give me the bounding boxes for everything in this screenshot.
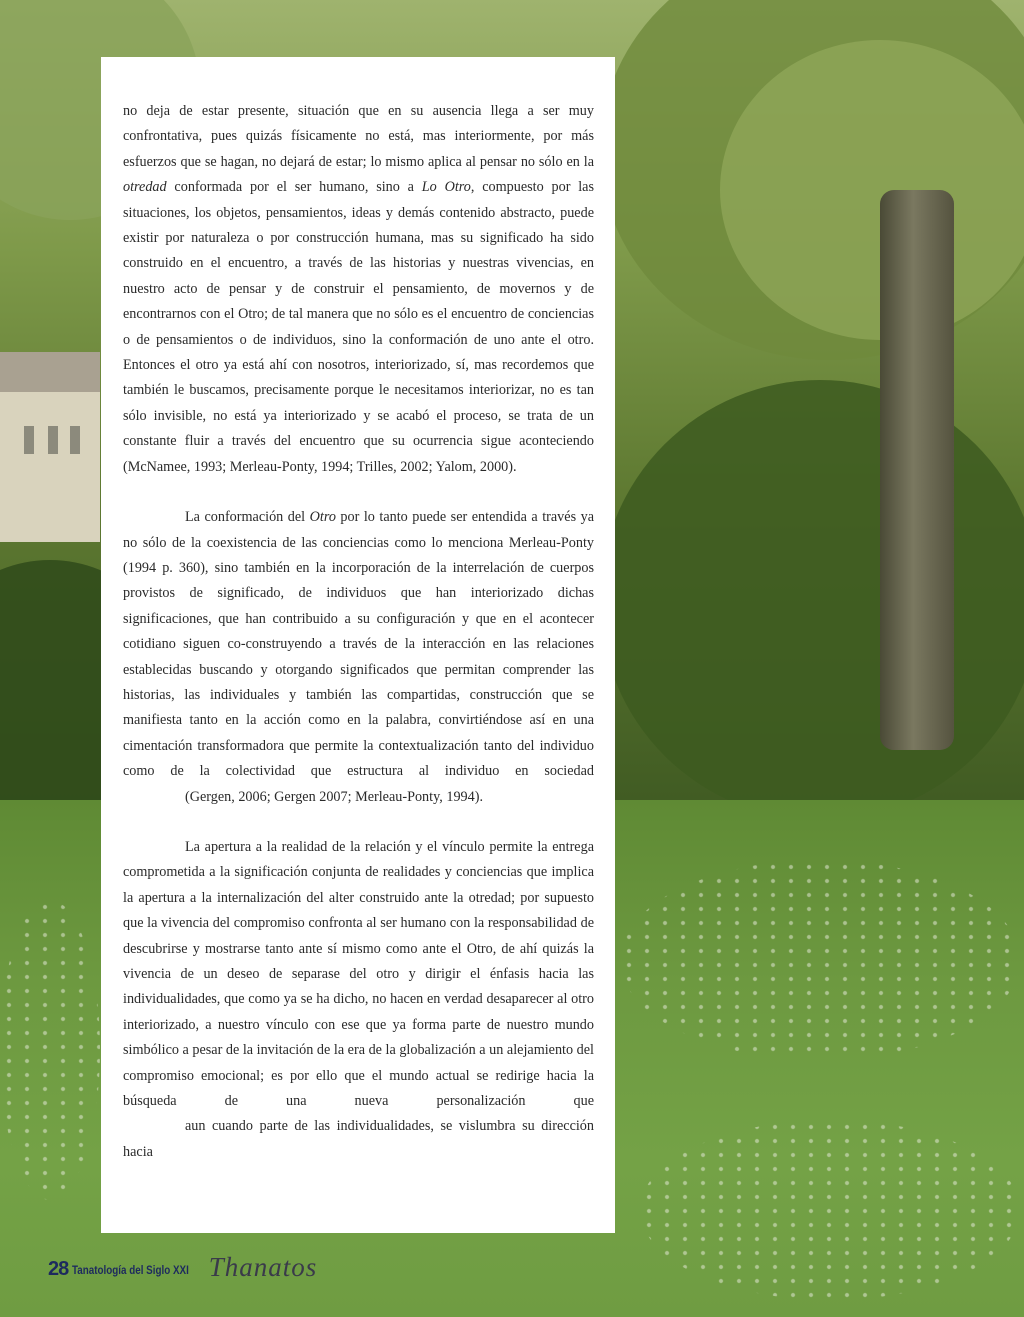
page-number: 28 bbox=[48, 1258, 69, 1280]
lawn-flowers bbox=[0, 900, 100, 1200]
paragraph: no deja de estar presente, situación que en su ausencia llega a ser muy confrontativa, pues quizás físicamente no está, mas interiormente, por más esfuerzos que se hagan, no dejará de estar; lo mismo aplica al pensar no sólo en la otredad conformada por el ser humano, sino a Lo Otro, compuesto por las situaciones, los objetos, pensamientos, ideas y demás contenido abstracto, puede existir por naturaleza o por construcción humana, mas su significado ha sido construido en el encuentro, a través de las historias y nuestras vivencias, en nuestro acto de pensar y de construir el pensamiento, de movernos y de encontrarnos con el Otro; de tal manera que no sólo es el encuentro de conciencias o de pensamientos o de individuos, sino la conformación de uno ante el otro. Entonces el otro ya está ahí con nosotros, interiorizado, sí, mas recordemos que también le buscamos, precisamente porque le necesitamos interiorizar, no es tan sólo invisible, no está ya interiorizado y se acabó el proceso, se trata de un constante fluir a través del encuentro que su ocurrencia sigue aconteciendo (McNamee, 1993; Merleau-Ponty, 1994; Trilles, 2002; Yalom, 2000). bbox=[123, 99, 594, 480]
house bbox=[0, 392, 100, 542]
page-footer bbox=[48, 1251, 317, 1281]
tree-trunk bbox=[880, 190, 954, 750]
lawn-flowers bbox=[620, 860, 1020, 1060]
paragraph: La apertura a la realidad de la relación y el vínculo permite la entrega comprometida a la significación conjunta de realidades y conciencias que implica la apertura a la internalización del alter construido ante la otredad; por supuesto que la vivencia del compromiso confronta al ser humano con la responsabilidad de descubrirse y mostrarse tanto ante sí mismo como ante el Otro, de ahí quizás la vivencia de un deseo de separase del otro y dirigir el énfasis hacia las individualidades, que como ya se ha dicho, no hacen en verdad desaparecer al otro interiorizado, a nuestro vínculo con ese que ya forma parte de nuestro mundo simbólico a pesar de la invitación de la era de la globalización a un alejamiento del compromiso emocional; es por ello que el mundo actual se redirige hacia la búsqueda de una nueva personalización que aun cuando parte de las individualidades, se vislumbra su dirección hacia bbox=[123, 835, 594, 1165]
magazine-title: Tanatología del Siglo XXI bbox=[72, 1263, 190, 1277]
thanatos-logo: Thanatos bbox=[208, 1252, 318, 1282]
foliage bbox=[720, 40, 1024, 340]
house-roof bbox=[0, 352, 100, 392]
paragraph-last-line: aun cuando parte de las individualidades, se vislumbra su dirección hacia bbox=[123, 1118, 594, 1160]
paragraph-last-line: (McNamee, 1993; Merleau-Ponty, 1994; Trilles, 2002; Yalom, 2000). bbox=[123, 458, 517, 475]
article-body bbox=[123, 99, 594, 1165]
paragraph-last-line: (Gergen, 2006; Gergen 2007; Merleau-Ponty, 1994). bbox=[185, 788, 484, 805]
lawn-flowers bbox=[640, 1120, 1020, 1300]
text-panel bbox=[101, 57, 615, 1233]
paragraph: La conformación del Otro por lo tanto puede ser entendida a través ya no sólo de la coexistencia de las conciencias como lo menciona Merleau-Ponty (1994 p. 360), sino también en la incorporación de la interrelación de cuerpos provistos de significado, de individuos que han interiorizado dichas significaciones, que han contribuido a su configuración y que en el acontecer cotidiano siguen co-construyendo a través de la interacción en las relaciones establecidas buscando y otorgando significados que permitan comprender las historias, las individuales y también las compartidas, construcción que se manifiesta tanto en la acción como en la palabra, convirtiéndose así en una cimentación transformadora que permite la contextualización tanto del individuo como de la colectividad que estructura al individuo en sociedad (Gergen, 2006; Gergen 2007; Merleau-Ponty, 1994). bbox=[123, 505, 594, 810]
foliage bbox=[600, 380, 1024, 820]
